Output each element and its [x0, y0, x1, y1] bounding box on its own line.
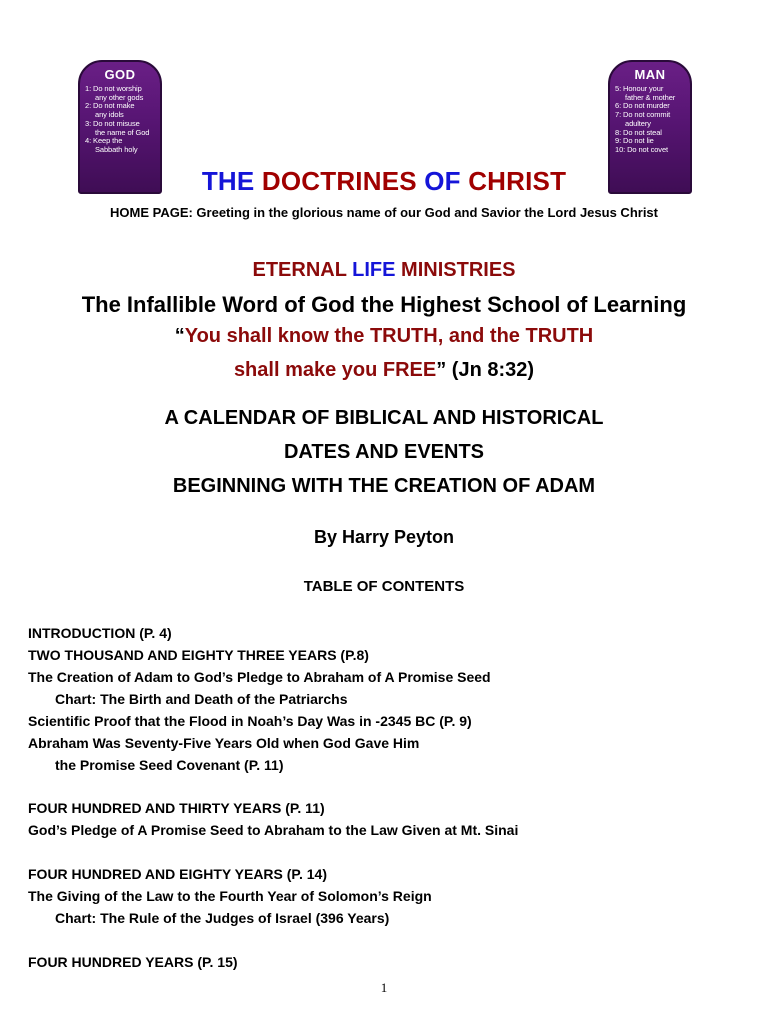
- tablet-god-rules: [80, 82, 160, 155]
- toc-entry: the Promise Seed Covenant (P. 11): [55, 757, 284, 773]
- home-page-greeting: HOME PAGE: Greeting in the glorious name of our God and Savior the Lord Jesus Christ: [110, 205, 658, 220]
- toc-entry: TWO THOUSAND AND EIGHTY THREE YEARS (P.8): [28, 647, 369, 663]
- toc-entry: INTRODUCTION (P. 4): [28, 625, 172, 641]
- author-byline: By Harry Peyton: [313, 527, 455, 547]
- toc-entry: Chart: The Rule of the Judges of Israel (396 Years): [55, 910, 390, 926]
- toc-entry: God’s Pledge of A Promise Seed to Abraham to the Law Given at Mt. Sinai: [28, 822, 519, 838]
- calendar-title-line-2: DATES AND EVENTS: [283, 441, 485, 463]
- site-title-christ: CHRIST: [468, 166, 567, 196]
- quote-text-1: You shall know the TRUTH, and the TRUTH: [184, 325, 594, 347]
- tablet-rule: 5: Honour your: [615, 84, 664, 93]
- toc-entry: FOUR HUNDRED AND THIRTY YEARS (P. 11): [28, 800, 325, 816]
- tablet-rule: 9: Do not lie: [615, 136, 654, 146]
- scripture-quote-line-2: [0, 359, 768, 382]
- toc-entry: FOUR HUNDRED AND EIGHTY YEARS (P. 14): [28, 866, 327, 882]
- scripture-quote-line-1: [0, 325, 768, 348]
- page-number: 1: [380, 980, 388, 995]
- quote-open-mark: “: [174, 325, 185, 347]
- tablet-rule: any other gods: [95, 92, 144, 102]
- tablet-man-rules: [610, 82, 690, 155]
- ministry-eternal: ETERNAL: [252, 259, 347, 281]
- tablet-rule: 10: Do not covet: [615, 144, 669, 154]
- toc-heading: TABLE OF CONTENTS: [303, 578, 465, 595]
- tablet-man-title: MAN: [634, 67, 666, 82]
- toc-entry: Abraham Was Seventy-Five Years Old when God Gave Him: [28, 735, 420, 751]
- calendar-title-line-3: BEGINNING WITH THE CREATION OF ADAM: [172, 475, 596, 497]
- toc-entry: Chart: The Birth and Death of the Patriarchs: [55, 691, 348, 707]
- tablet-rule: father & mother: [625, 92, 676, 102]
- ministry-name: [0, 259, 768, 282]
- site-title: [0, 166, 768, 197]
- quote-reference: (Jn 8:32): [446, 359, 535, 381]
- tablet-rule: any idols: [95, 110, 124, 120]
- tablet-rule: adultery: [625, 118, 651, 128]
- toc-entry: Scientific Proof that the Flood in Noah’s Day Was in -2345 BC (P. 9): [28, 713, 472, 729]
- quote-close-mark: ”: [436, 359, 447, 381]
- toc-entry: FOUR HUNDRED YEARS (P. 15): [28, 954, 238, 970]
- tablet-god-title: GOD: [104, 67, 136, 82]
- site-title-doctrines: DOCTRINES: [261, 166, 417, 196]
- tablet-rule: 7: Do not commit: [615, 110, 671, 120]
- ministry-life: LIFE: [352, 259, 396, 281]
- tablet-rule: the name of God: [95, 127, 150, 137]
- tablet-rule: 3: Do not misuse: [85, 118, 140, 128]
- site-title-the: THE: [201, 166, 255, 196]
- toc-entry: The Giving of the Law to the Fourth Year of Solomon’s Reign: [28, 888, 432, 904]
- tablet-rule: 4: Keep the: [85, 136, 123, 146]
- tablet-rule: 2: Do not make: [85, 101, 135, 111]
- toc-entry: The Creation of Adam to God’s Pledge to Abraham of A Promise Seed: [28, 669, 491, 685]
- site-title-of: OF: [424, 166, 461, 196]
- tablet-rule: 6: Do not murder: [615, 101, 670, 111]
- quote-text-2: shall make you FREE: [233, 359, 437, 381]
- tablet-rule: 1: Do not worship: [85, 84, 142, 93]
- ministry-ministries: MINISTRIES: [401, 259, 516, 281]
- tablet-rule: 8: Do not steal: [615, 127, 662, 137]
- motto: The Infallible Word of God the Highest School of Learning: [81, 292, 687, 317]
- calendar-title-line-1: A CALENDAR OF BIBLICAL AND HISTORICAL: [164, 407, 604, 429]
- tablet-rule: Sabbath holy: [95, 144, 138, 154]
